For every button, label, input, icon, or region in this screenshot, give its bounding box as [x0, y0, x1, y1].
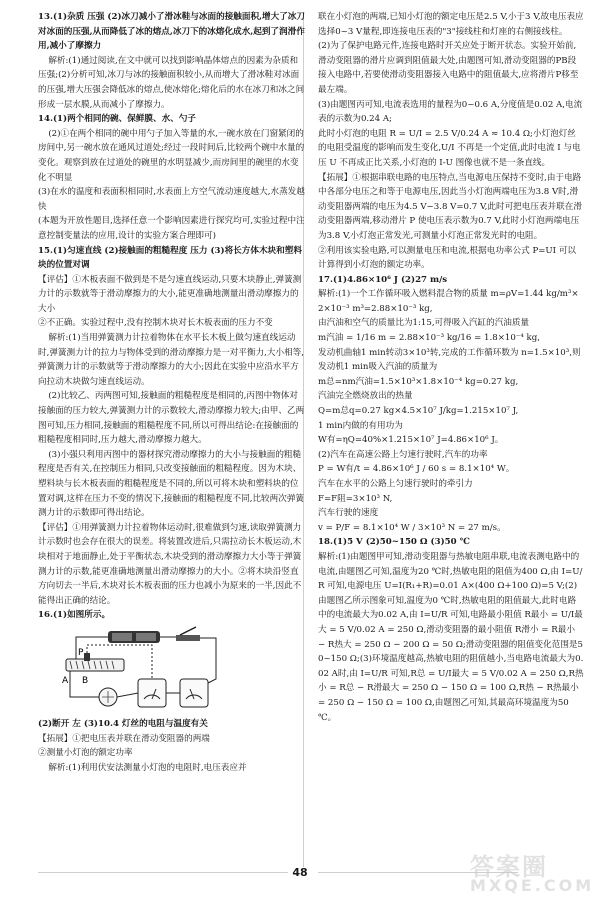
circuit-diagram [56, 625, 231, 715]
analysis-16-cont-1: 联在小灯泡的两端,已知小灯泡的额定电压是2.5 V,小于3 V,故电压表应选择0~3 V量程,即连接电压表的"3"接线柱和灯座的右侧接线柱。 [318, 12, 584, 37]
extension-16-2: ②测量小灯泡的额定功率 [38, 748, 133, 759]
analysis-17-12: 汽车在水平的公路上匀速行驶时的牵引力 [318, 479, 473, 489]
answer-16-2: (2)断开 左 (3)10.4 灯丝的电阻与温度有关 [38, 718, 208, 729]
analysis-17-15: v = P/F = 8.1×10⁴ W / 3×10³ N = 27 m/s。 [318, 522, 506, 533]
analysis-16-cont-4: 此时小灯泡的电阻 R = U/I = 2.5 V/0.24 A ≈ 10.4 Ω;小灯泡灯丝的电阻受温度的影响而发生变化,U/I 不再是一个定值,此时电流 I 与电压 U 不再成正比关系,小灯泡的 I-U 图像也就不是一条直线。 [318, 128, 581, 168]
watermark-line-2: MXQE.COM [470, 876, 595, 895]
analysis-13: 解析:(1)通过阅读,在文中就可以找到影响晶体熔点的因素为杂质和压强;(2)分析可知,冰刀与冰的接触面积较小,从而增大了滑冰鞋对冰面的压强,增大压强会降低冰的熔点,使冰熔化;熔化后的水在冰刀和冰之间形成一层水膜,从而减小了摩擦力。 [38, 55, 305, 110]
analysis-17-4: 发动机曲轴1 min转动3×10³转,完成的工作循环数为 n=1.5×10³,则发动机1 min吸入汽油的质量为 [318, 347, 581, 373]
analysis-17-6: 汽油完全燃烧放出的热量 [318, 391, 413, 402]
analysis-17-9: W有=ηQ=40%×1.215×10⁷ J=4.86×10⁶ J。 [318, 435, 504, 446]
analysis-18: 解析:(1)由题图甲可知,滑动变阻器与热敏电阻串联,电流表测电路中的电流,由题图乙可知,温度为20 ℃时,热敏电阻的阻值为400 Ω,由 I=U/R 可知,电源电压 U=I(R₁+R)=0.01 A×(400 Ω+100 Ω)=5 V;(2)由题图乙所示图象可知,温度为0 ℃时,热敏电阻的阻值最大,此时电路中的电流最大为0.02 A,由 I=U/R 可知,电路最小阻值 R最小 = U/I最大 = 5 V/0.02 A = 250 Ω,滑动变阻器的最小阻值 R滑小 = R最小 − R热大 = 250 Ω − 200 Ω = 50 Ω;滑动变阻器的阻值变化范围是50~150 Ω;(3)环境温度越高,热敏电阻的阻值越小,当电路电流最大为0.02 A时,由 I=U/R 可知,R总 = U/I最大 = 5 V/0.02 A = 250 Ω,R热小 = R总 − R滑最大 = 250 Ω − 150 Ω = 100 Ω,R热 − R热最小 = 250 Ω − 150 Ω = 100 Ω,由题图乙可知,其最高环境温度为50 ℃。 [318, 551, 584, 723]
analysis-17-8: 1 min内做的有用功为 [318, 420, 403, 431]
analysis-17-5: m总=nm汽油=1.5×10³×1.8×10⁻⁴ kg=0.27 kg, [318, 376, 519, 387]
analysis-17-13: F=F阻=3×10³ N, [318, 493, 393, 504]
answer-13: 13.(1)杂质 压强 (2)冰刀减小了滑冰鞋与冰面的接触面积,增大了冰刀对冰面的压强,从而降低了冰的熔点,冰刀下的冰熔化成水,起到了润滑作用,减小了摩擦力 [38, 12, 305, 52]
analysis-17-3: m汽油 = 1/16 m = 2.88×10⁻³ kg/16 = 1.8×10⁻⁴ kg, [318, 333, 540, 344]
analysis-15-3: (3)小强只利用丙图中的器材探究滑动摩擦力的大小与接触面的粗糙程度是否有关,在控制压力相同,只改变接触面的粗糙程度。因为木块、塑料块与长木板表面的粗糙程度是不同的,所以可将木块和塑料块的位置对调,这样在压力不变的情况下,接触面的粗糙程度不同,比较两次弹簧测力计的示数即可得出结论。 [38, 449, 305, 519]
analysis-15-2: (2)比较乙、丙两图可知,接触面的粗糙程度是相同的,丙图中物体对接触面的压力较大,弹簧测力计的示数较大,滑动摩擦力较大;由甲、乙两图可知,压力相同,接触面的粗糙程度不同,所以可得出结论:在接触面的粗糙程度相同时,压力越大,滑动摩擦力越大。 [38, 391, 305, 446]
answer-17: 17.(1)4.86×10⁶ J (2)27 m/s [318, 274, 448, 285]
answer-14-note: (本题为开放性题目,选择任意一个影响因素进行探究均可,实验过程中注意控制变量法的应用,设计的实验方案合理即可) [38, 216, 305, 241]
evaluation-15-analysis: 【评估】①用弹簧测力计拉着物体运动时,很难做到匀速,读取弹簧测力计示数时也会存在很大的误差。将装置改进后,只需拉动长木板运动,木块相对于地面静止,处于平衡状态,木块受到的滑动摩擦力大小等于弹簧测力计的示数,能更准确地测量出滑动摩擦力的大小。②将木块沿竖直方向切去一半后,木块对长木板表面的压力也减小为原来的一半,因此不能得出正确的结论。 [38, 522, 302, 606]
analysis-17-10: (2)汽车在高速公路上匀速行驶时,汽车的功率 [318, 449, 488, 460]
analysis-17-14: 汽车行驶的速度 [318, 508, 379, 519]
label-p: P [78, 647, 84, 658]
analysis-16-cont-2: (2)为了保护电路元件,连接电路时开关应处于断开状态。实验开始前,滑动变阻器的滑片应调到阻值最大处,由题图可知,滑动变阻器的PB段接入电路中,若要使滑动变阻器接入电路中的阻值最大,应将滑片P移至最左端。 [318, 41, 579, 95]
evaluation-15-1: 【评估】①木板表面不做到是不是匀速直线运动,只要木块静止,弹簧测力计的示数就等于滑动摩擦力的大小,能更准确地测量出滑动摩擦力的大小 [38, 274, 302, 314]
extension-16-1: 【拓展】①把电压表并联在滑动变阻器的两端 [38, 733, 210, 744]
analysis-17-11: P = W有/t = 4.86×10⁶ J / 60 s = 8.1×10⁴ W。 [318, 464, 515, 475]
analysis-17-1: 解析:(1)一个工作循环吸入燃料混合物的质量 m=ρV=1.44 kg/m³×2×10⁻³ m³=2.88×10⁻³ kg, [318, 289, 579, 314]
answer-16-1: 16.(1)如图所示。 [38, 610, 111, 621]
right-column [318, 10, 584, 725]
answer-14-3: (3)在水的温度和表面积相同时,水表面上方空气流动速度越大,水蒸发越快 [38, 187, 305, 212]
watermark-line-1: 答案圈 [470, 853, 548, 881]
analysis-15-1: 解析:(1)当用弹簧测力计拉着物体在水平长木板上做匀速直线运动时,弹簧测力计的拉力与物体受到的滑动摩擦力是一对平衡力,大小相等,弹簧测力计的示数就等于滑动摩擦力的大小;因此在实验中应沿水平方向拉动木块做匀速直线运动。 [38, 333, 305, 387]
answer-14-2: (2)①在两个相同的碗中用勺子加入等量的水,一碗水放在门窗紧闭的房间中,另一碗水放在通风过道处;经过一段时间后,比较两个碗中水量的变化。观察到放在过道处的碗里的水明显减少,而房间里的碗里的水变化不明显 [38, 128, 305, 183]
extension-16-analysis-2: ②利用该实验电路,可以测量电压和电流,根据电功率公式 P=UI 可以计算得到小灯泡的额定功率。 [318, 245, 576, 271]
page-number: 48 [292, 866, 308, 879]
analysis-17-7: Q=m总q=0.27 kg×4.5×10⁷ J/kg=1.215×10⁷ J, [318, 406, 519, 417]
answer-15: 15.(1)匀速直线 (2)接触面的粗糙程度 压力 (3)将长方体木块和塑料块的位置对调 [38, 245, 302, 271]
extension-16-analysis-1: 【拓展】①根据串联电路的电压特点,当电源电压保持不变时,由于电路中各部分电压之和等于电源电压,因此当小灯泡两端电压为3.8 V时,滑动变阻器两端的电压为4.5 V−3.8 V=0.7 V,此时可把电压表并联在滑动变阻器两端,移动滑片 P 使电压表示数为0.7 V,此时小灯泡两端电压为3.8 V,小灯泡正常发光,可测量小灯泡正常发光时的电阻。 [318, 172, 582, 241]
left-column [38, 10, 306, 775]
evaluation-15-2: ②不正确。实验过程中,没有控制木块对长木板表面的压力不变 [38, 318, 273, 329]
circuit-figure [56, 625, 231, 715]
analysis-17-2: 由汽油和空气的质量比为1:15,可得吸入汽缸的汽油质量 [318, 318, 530, 329]
label-b: B [82, 675, 89, 686]
analysis-16-cont-3: (3)由题图丙可知,电流表选用的量程为0~0.6 A,分度值是0.02 A,电流表的示数为0.24 A; [318, 99, 583, 125]
answer-18: 18.(1)5 V (2)50~150 Ω (3)50 ℃ [318, 537, 470, 548]
label-a: A [62, 675, 69, 686]
watermark-logo [470, 847, 595, 895]
answer-14-1: 14.(1)两个相同的碗、保鲜膜、水、勺子 [38, 114, 196, 125]
analysis-16-start: 解析:(1)利用伏安法测量小灯泡的电阻时,电压表应并 [48, 762, 247, 773]
